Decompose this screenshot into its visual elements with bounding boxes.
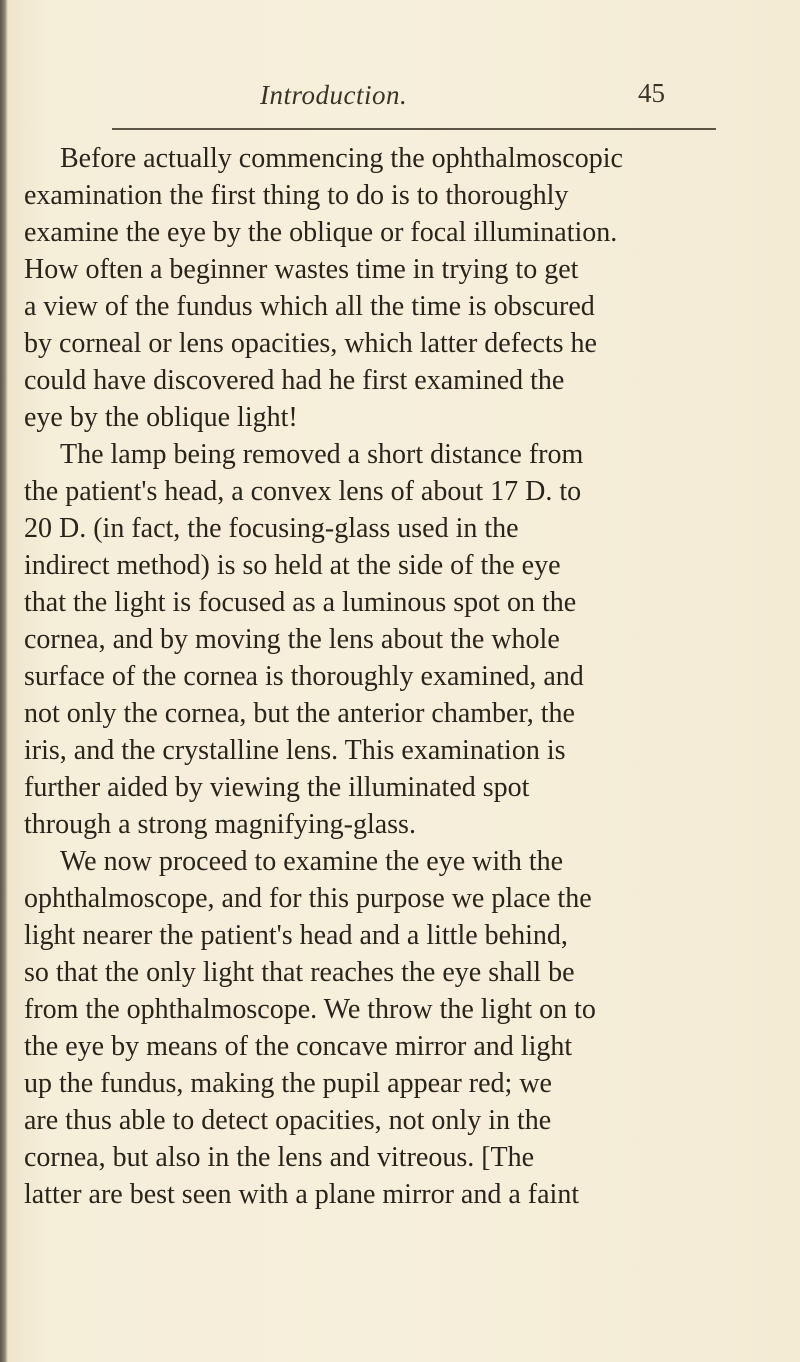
body-line: a view of the fundus which all the time is obscured: [24, 291, 595, 322]
body-line: up the fundus, making the pupil appear red; we: [24, 1068, 552, 1099]
body-line: that the light is focused as a luminous spot on the: [24, 587, 577, 618]
body-line: the eye by means of the concave mirror and light: [24, 1031, 573, 1062]
body-line: could have discovered had he first examined the: [24, 365, 565, 396]
body-line: We now proceed to examine the eye with the: [60, 846, 564, 877]
page-header: [250, 72, 720, 112]
running-title: Introduction.: [260, 80, 408, 110]
body-line: indirect method) is so held at the side of the eye: [24, 550, 561, 581]
body-line: 20 D. (in fact, the focusing-glass used in the: [24, 513, 519, 544]
body-line: examine the eye by the oblique or focal illumination.: [24, 217, 618, 248]
book-spine-shadow: [0, 0, 8, 1362]
body-line: examination the first thing to do is to thoroughly: [24, 180, 569, 211]
body-line: ophthalmoscope, and for this purpose we place the: [24, 883, 592, 914]
body-line: are thus able to detect opacities, not only in the: [24, 1105, 552, 1136]
body-line: Before actually commencing the ophthalmoscopic: [60, 143, 623, 174]
header-rule: [112, 128, 716, 130]
body-line: The lamp being removed a short distance from: [60, 439, 584, 470]
body-line: surface of the cornea is thoroughly examined, and: [24, 661, 584, 692]
body-line: by corneal or lens opacities, which latter defects he: [24, 328, 597, 359]
body-line: not only the cornea, but the anterior chamber, the: [24, 698, 575, 729]
body-line: cornea, but also in the lens and vitreous. [The: [24, 1142, 535, 1173]
body-line: eye by the oblique light!: [24, 402, 298, 433]
body-line: How often a beginner wastes time in trying to get: [24, 254, 579, 285]
body-line: from the ophthalmoscope. We throw the light on to: [24, 994, 596, 1025]
body-line: latter are best seen with a plane mirror and a faint: [24, 1179, 580, 1210]
body-line: through a strong magnifying-glass.: [24, 809, 416, 840]
body-line: so that the only light that reaches the eye shall be: [24, 957, 575, 988]
body-line: further aided by viewing the illuminated spot: [24, 772, 530, 803]
body-line: iris, and the crystalline lens. This examination is: [24, 735, 566, 766]
body-line: light nearer the patient's head and a little behind,: [24, 920, 568, 951]
body-line: cornea, and by moving the lens about the whole: [24, 624, 560, 655]
body-line: the patient's head, a convex lens of about 17 D. to: [24, 476, 582, 507]
page-number: 45: [638, 78, 665, 108]
